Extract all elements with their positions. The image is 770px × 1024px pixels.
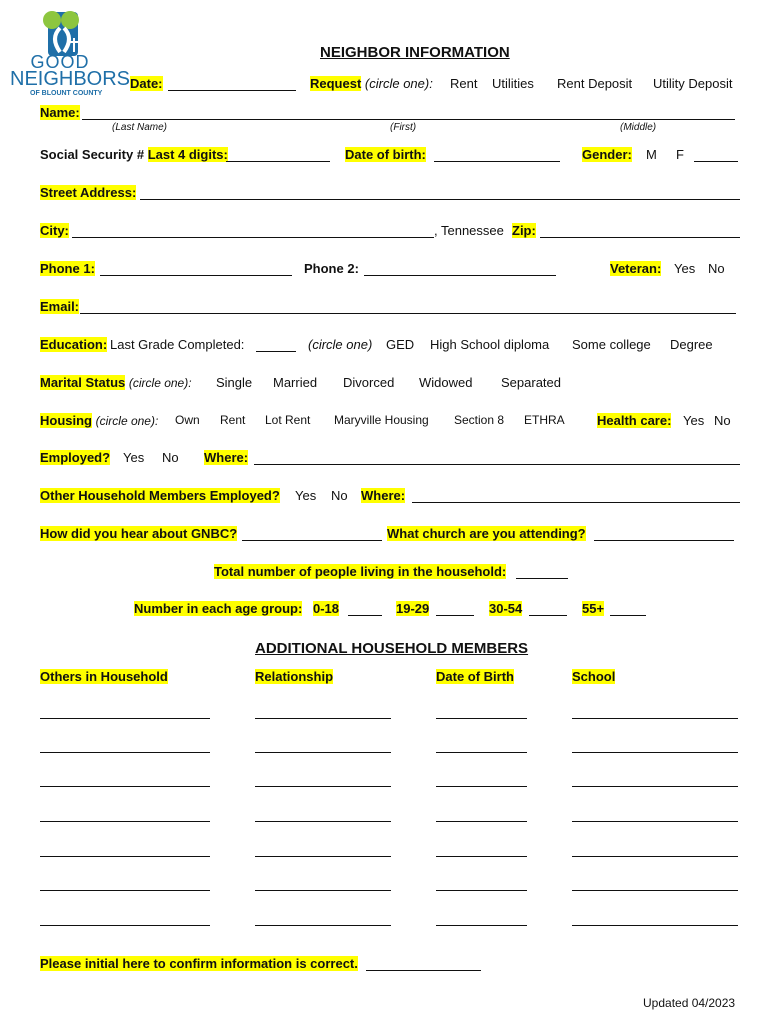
phone2-label: Phone 2: bbox=[304, 261, 359, 276]
household-row-4-dob[interactable] bbox=[436, 821, 527, 822]
age-group-55plus: 55+ bbox=[582, 601, 605, 616]
email-label: Email: bbox=[40, 299, 80, 314]
ssn-label: Social Security # Last 4 digits: bbox=[40, 147, 228, 162]
other-where-field[interactable] bbox=[412, 502, 740, 503]
age-field-55plus[interactable] bbox=[610, 615, 646, 616]
employed-where-field[interactable] bbox=[254, 464, 740, 465]
household-row-3-dob[interactable] bbox=[436, 786, 527, 787]
name-sub-first: (First) bbox=[390, 122, 417, 133]
household-row-3-school[interactable] bbox=[572, 786, 738, 787]
housing-option-own[interactable]: Own bbox=[175, 413, 200, 427]
other-where-label: Where: bbox=[361, 488, 406, 503]
age-group-30-54: 30-54 bbox=[489, 601, 523, 616]
church-label: What church are you attending? bbox=[387, 526, 586, 541]
education-option-some-college[interactable]: Some college bbox=[572, 337, 651, 352]
household-row-2-relationship[interactable] bbox=[255, 752, 391, 753]
city-label: City: bbox=[40, 223, 69, 238]
household-title: ADDITIONAL HOUSEHOLD MEMBERS bbox=[255, 640, 529, 657]
veteran-option-no[interactable]: No bbox=[708, 261, 725, 276]
household-row-5-relationship[interactable] bbox=[255, 856, 391, 857]
logo bbox=[8, 8, 131, 98]
city-field[interactable] bbox=[72, 237, 434, 238]
marital-option-single[interactable]: Single bbox=[216, 375, 253, 390]
household-row-5-name[interactable] bbox=[40, 856, 210, 857]
household-row-4-name[interactable] bbox=[40, 821, 210, 822]
education-option-degree[interactable]: Degree bbox=[670, 337, 713, 352]
household-header-dob: Date of Birth bbox=[436, 669, 514, 684]
education-label: Education: bbox=[40, 337, 108, 352]
name-label: Name: bbox=[40, 105, 80, 120]
age-field-19-29[interactable] bbox=[436, 615, 474, 616]
household-row-4-relationship[interactable] bbox=[255, 821, 391, 822]
marital-option-married[interactable]: Married bbox=[273, 375, 318, 390]
dob-label: Date of birth: bbox=[345, 147, 426, 162]
household-row-7-school[interactable] bbox=[572, 925, 738, 926]
gender-option-m[interactable]: M bbox=[646, 147, 657, 162]
initial-field[interactable] bbox=[366, 970, 481, 971]
household-row-6-relationship[interactable] bbox=[255, 890, 391, 891]
gender-label: Gender: bbox=[582, 147, 632, 162]
household-row-3-name[interactable] bbox=[40, 786, 210, 787]
phone2-field[interactable] bbox=[364, 275, 556, 276]
healthcare-option-yes[interactable]: Yes bbox=[683, 413, 705, 428]
logo-text-county: OF BLOUNT COUNTY bbox=[30, 90, 103, 97]
state-text: , Tennessee bbox=[434, 223, 504, 238]
household-row-6-name[interactable] bbox=[40, 890, 210, 891]
veteran-option-yes[interactable]: Yes bbox=[674, 261, 696, 276]
other-employed-option-no[interactable]: No bbox=[331, 488, 348, 503]
name-sub-last: (Last Name) bbox=[112, 122, 168, 133]
phone1-field[interactable] bbox=[100, 275, 292, 276]
updated-date: Updated 04/2023 bbox=[643, 996, 736, 1010]
marital-label: Marital Status (circle one): bbox=[40, 375, 192, 390]
employed-option-no[interactable]: No bbox=[162, 450, 179, 465]
household-header-school: School bbox=[572, 669, 616, 684]
household-header-others: Others in Household bbox=[40, 669, 168, 684]
date-field[interactable] bbox=[168, 90, 296, 91]
employed-label: Employed? bbox=[40, 450, 111, 465]
household-row-2-name[interactable] bbox=[40, 752, 210, 753]
education-grade-field[interactable] bbox=[256, 351, 296, 352]
household-row-6-dob[interactable] bbox=[436, 890, 527, 891]
gender-field[interactable] bbox=[694, 161, 738, 162]
age-group-label: Number in each age group: bbox=[134, 601, 303, 616]
household-row-6-school[interactable] bbox=[572, 890, 738, 891]
household-row-2-dob[interactable] bbox=[436, 752, 527, 753]
request-label: Request (circle one): bbox=[310, 76, 433, 91]
request-option-rent[interactable]: Rent bbox=[450, 76, 478, 91]
age-field-0-18[interactable] bbox=[348, 615, 382, 616]
dob-field[interactable] bbox=[434, 161, 560, 162]
street-label: Street Address: bbox=[40, 185, 137, 200]
request-option-rent-deposit[interactable]: Rent Deposit bbox=[557, 76, 633, 91]
total-field[interactable] bbox=[516, 578, 568, 579]
marital-option-widowed[interactable]: Widowed bbox=[419, 375, 473, 390]
total-label: Total number of people living in the household: bbox=[214, 564, 507, 579]
phone1-label: Phone 1: bbox=[40, 261, 95, 276]
initial-label: Please initial here to confirm information is correct. bbox=[40, 956, 358, 971]
request-option-utility-deposit[interactable]: Utility Deposit bbox=[653, 76, 733, 91]
age-group-0-18: 0-18 bbox=[313, 601, 340, 616]
request-option-utilities[interactable]: Utilities bbox=[492, 76, 534, 91]
household-row-5-school[interactable] bbox=[572, 856, 738, 857]
housing-option-ethra[interactable]: ETHRA bbox=[524, 413, 565, 427]
household-header-relationship: Relationship bbox=[255, 669, 334, 684]
name-sub-middle: (Middle) bbox=[620, 122, 657, 133]
education-option-ged[interactable]: GED bbox=[386, 337, 415, 352]
household-row-1-dob[interactable] bbox=[436, 718, 527, 719]
gender-option-f[interactable]: F bbox=[676, 147, 684, 162]
household-row-3-relationship[interactable] bbox=[255, 786, 391, 787]
marital-option-separated[interactable]: Separated bbox=[501, 375, 561, 390]
household-row-1-school[interactable] bbox=[572, 718, 738, 719]
household-row-4-school[interactable] bbox=[572, 821, 738, 822]
church-field[interactable] bbox=[594, 540, 734, 541]
email-field[interactable] bbox=[80, 313, 736, 314]
hear-field[interactable] bbox=[242, 540, 382, 541]
name-field[interactable] bbox=[82, 119, 735, 120]
household-row-7-dob[interactable] bbox=[436, 925, 527, 926]
household-row-1-relationship[interactable] bbox=[255, 718, 391, 719]
form-title: NEIGHBOR INFORMATION bbox=[320, 44, 510, 61]
healthcare-option-no[interactable]: No bbox=[714, 413, 731, 428]
street-field[interactable] bbox=[140, 199, 740, 200]
hear-label: How did you hear about GNBC? bbox=[40, 526, 238, 541]
housing-option-section8[interactable]: Section 8 bbox=[454, 413, 505, 427]
logo-text-neighbors: NEIGHBORS bbox=[10, 68, 131, 90]
housing-label: Housing (circle one): bbox=[40, 413, 159, 428]
zip-label: Zip: bbox=[512, 223, 536, 238]
healthcare-label: Health care: bbox=[597, 413, 672, 428]
ssn-field[interactable] bbox=[226, 161, 330, 162]
housing-option-lot-rent[interactable]: Lot Rent bbox=[265, 413, 311, 427]
education-option-hs[interactable]: High School diploma bbox=[430, 337, 550, 352]
age-field-30-54[interactable] bbox=[529, 615, 567, 616]
other-employed-option-yes[interactable]: Yes bbox=[295, 488, 317, 503]
housing-option-maryville[interactable]: Maryville Housing bbox=[334, 413, 429, 427]
veteran-label: Veteran: bbox=[610, 261, 662, 276]
employed-option-yes[interactable]: Yes bbox=[123, 450, 145, 465]
zip-field[interactable] bbox=[540, 237, 740, 238]
education-note: (circle one) bbox=[308, 337, 373, 352]
household-row-7-name[interactable] bbox=[40, 925, 210, 926]
household-row-2-school[interactable] bbox=[572, 752, 738, 753]
other-employed-label: Other Household Members Employed? bbox=[40, 488, 280, 503]
household-row-7-relationship[interactable] bbox=[255, 925, 391, 926]
household-row-5-dob[interactable] bbox=[436, 856, 527, 857]
date-label: Date: bbox=[130, 76, 163, 91]
marital-option-divorced[interactable]: Divorced bbox=[343, 375, 395, 390]
housing-option-rent[interactable]: Rent bbox=[220, 413, 246, 427]
household-row-1-name[interactable] bbox=[40, 718, 210, 719]
employed-where-label: Where: bbox=[204, 450, 249, 465]
logo-text-good: GOOD bbox=[30, 52, 90, 72]
age-group-19-29: 19-29 bbox=[396, 601, 430, 616]
education-text: Last Grade Completed: bbox=[110, 337, 245, 352]
